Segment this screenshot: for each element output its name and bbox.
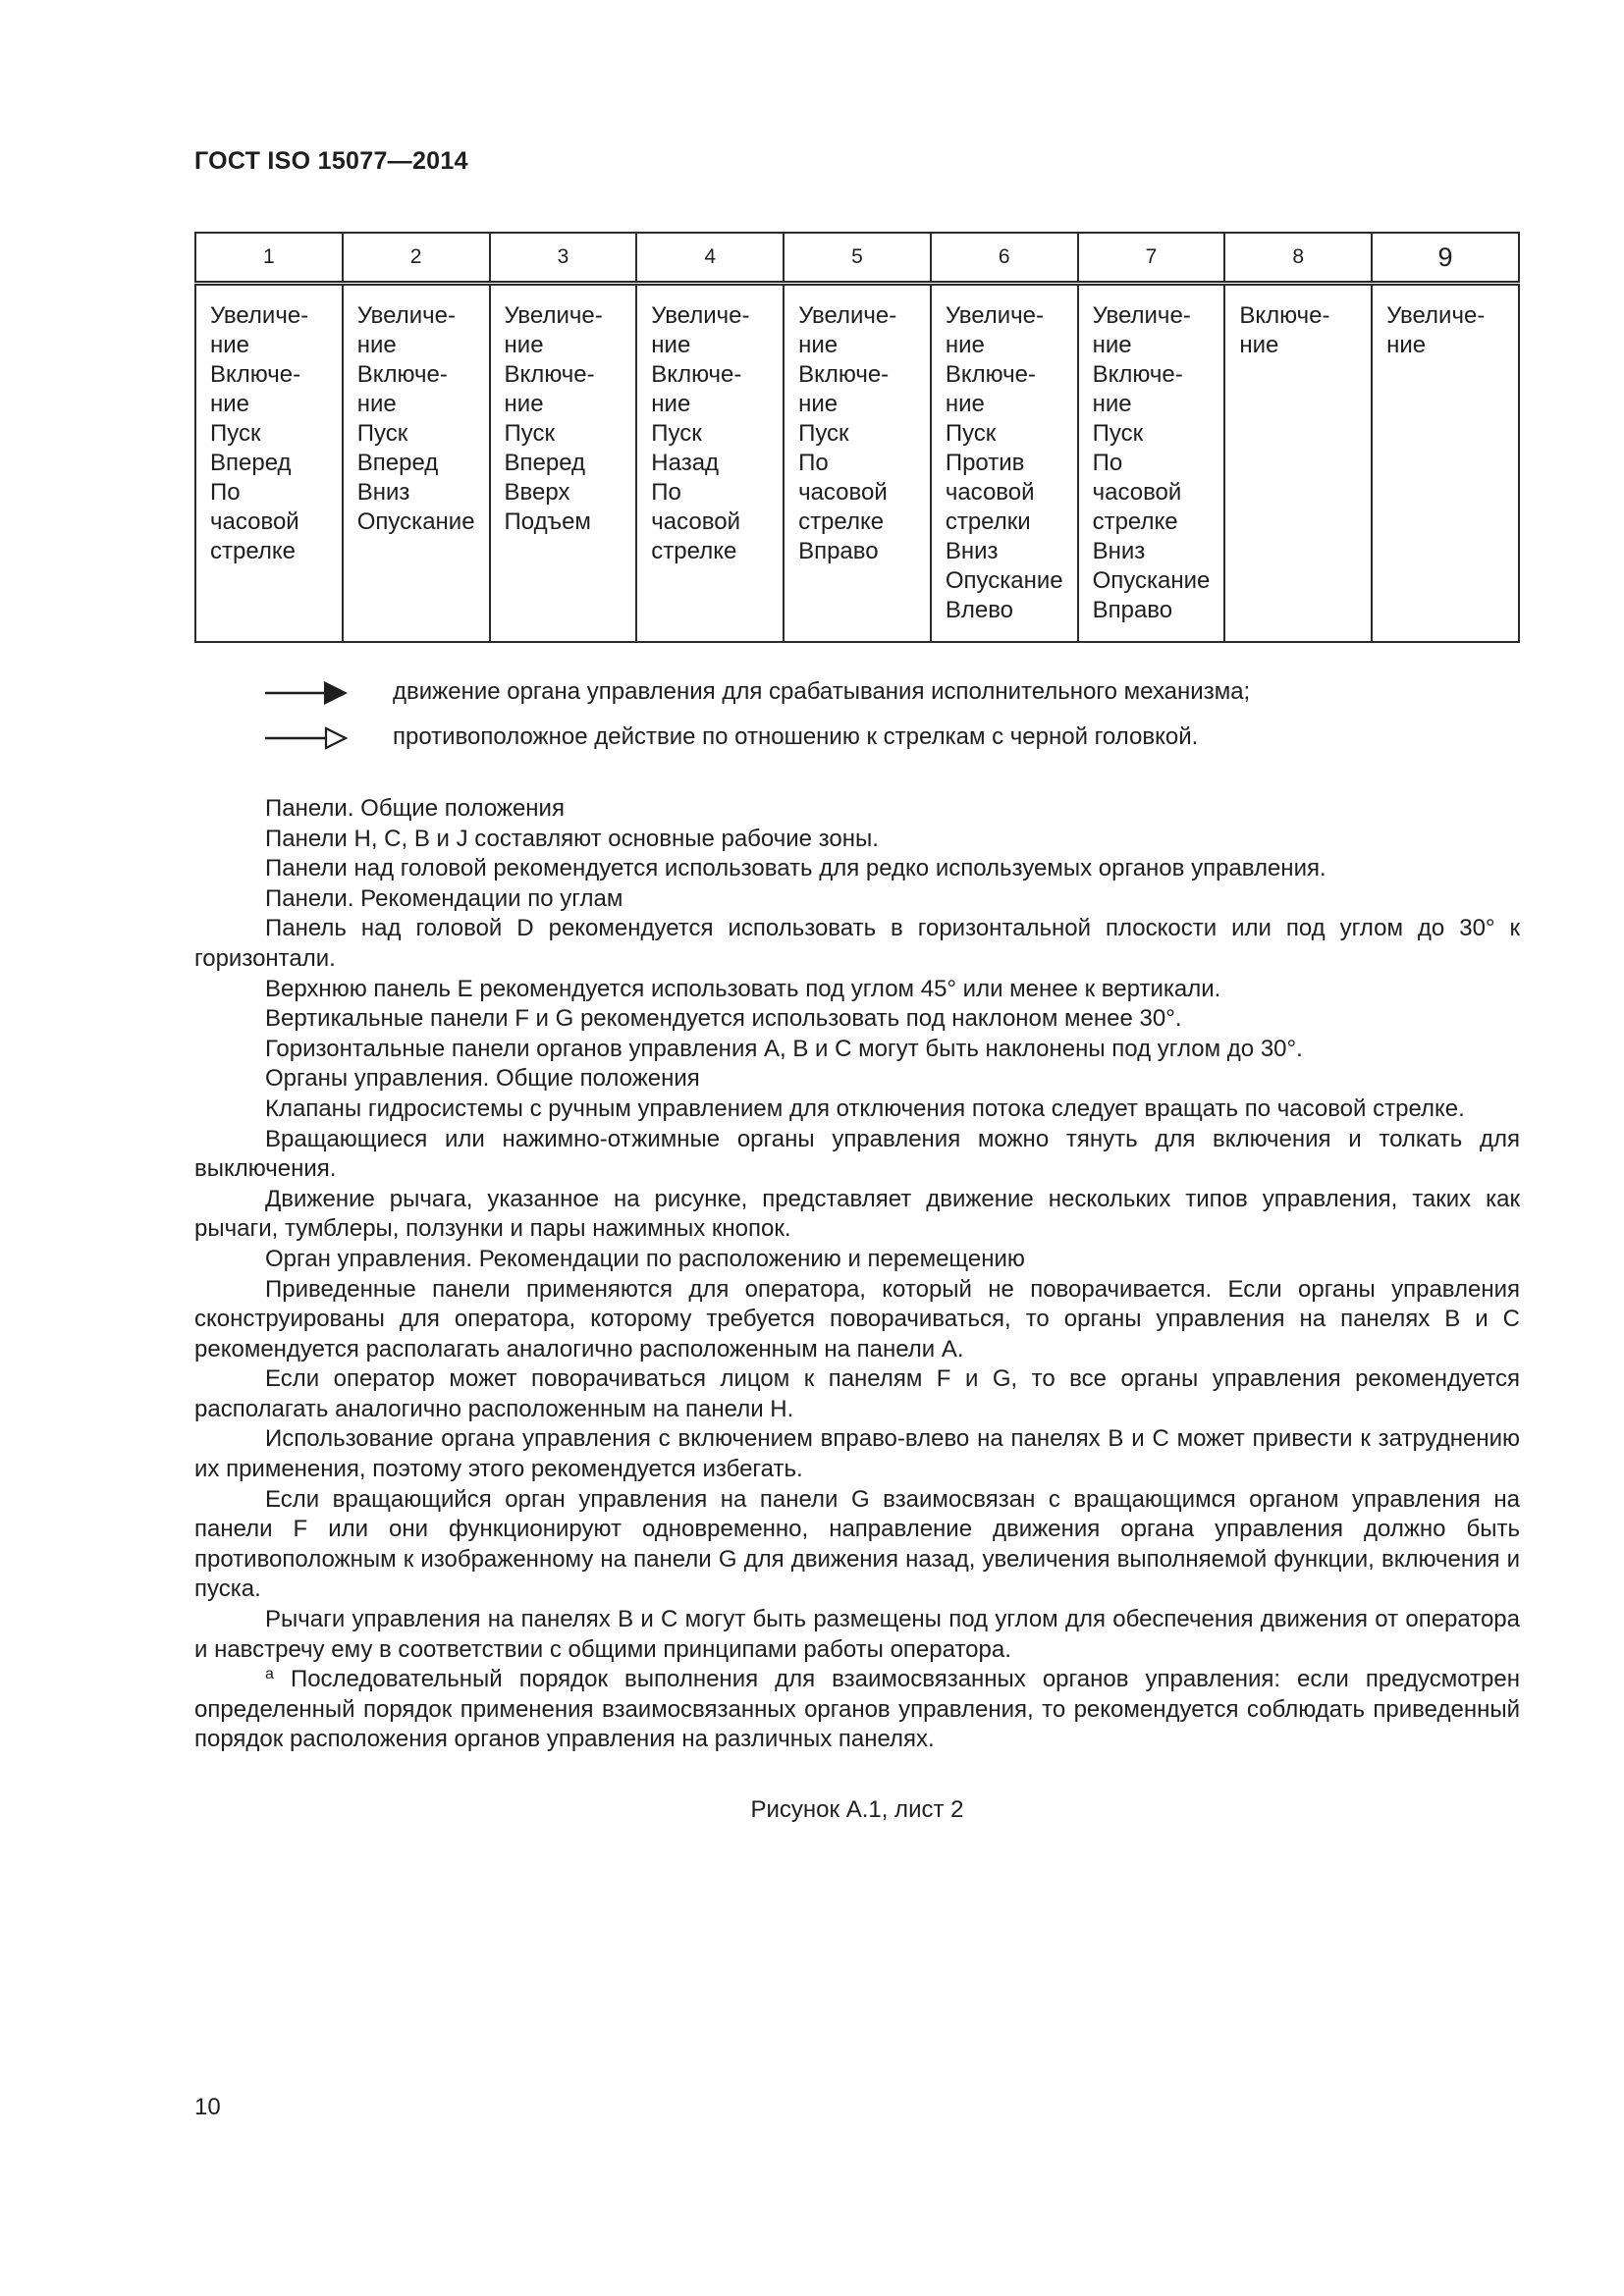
table-cell — [931, 284, 1078, 643]
hollow-arrow-icon — [265, 721, 350, 755]
table-cell — [343, 284, 490, 643]
table-header-row — [195, 233, 1519, 284]
cell-line: часовой — [210, 508, 299, 535]
cell-line: По — [210, 479, 241, 506]
cell-line: Включе- — [1239, 302, 1330, 329]
cell-line: часовой — [651, 508, 740, 535]
cell-line: Вниз — [356, 479, 410, 506]
figure-caption: Рисунок А.1, лист 2 — [750, 1796, 964, 1823]
column-header: 9 — [1372, 233, 1519, 284]
cell-line: Опускание — [945, 567, 1063, 594]
paragraph: Горизонтальные панели органов управления A, B и C могут быть наклонены под углом до 30°. — [265, 1035, 1303, 1062]
filled-arrow-icon — [265, 676, 350, 710]
cell-line: Опускание — [356, 508, 475, 535]
cell-line: Увеличе- — [356, 302, 456, 329]
cell-line: ние — [1092, 391, 1132, 417]
paragraph: Если оператор может поворачиваться лицом к панелям F и G, то все органы управления рекомендуется располагать аналогично расположенным на панели H. — [194, 1365, 1520, 1422]
paragraph: Рычаги управления на панелях B и C могут быть размещены под углом для обеспечения движения от оператора и навстречу ему в соответствии с общими принципами работы оператора. — [194, 1606, 1520, 1663]
table-row — [195, 284, 1519, 643]
cell-line: Включе- — [798, 361, 890, 388]
table-cell — [784, 284, 931, 643]
cell-line: стрелке — [798, 508, 885, 535]
table-cell — [195, 284, 343, 643]
cell-line: ние — [798, 332, 839, 358]
paragraph: Верхнюю панель E рекомендуется использовать под углом 45° или менее к вертикали. — [265, 975, 1221, 1002]
paragraph: Вращающиеся или нажимно-отжимные органы управления можно тянуть для включения и толкать для выключения. — [194, 1125, 1520, 1183]
cell-line: Вперед — [356, 450, 439, 476]
paragraph: Панель над головой D рекомендуется использовать в горизонтальной плоскости или под углом до 30° к горизонтали. — [194, 915, 1520, 972]
paragraph: Использование органа управления с включением вправо-влево на панелях B и C может привести к затруднению их применения, поэтому этого рекомендуется избегать. — [194, 1425, 1520, 1483]
body-text — [194, 794, 1520, 1755]
cell-line: стрелке — [1092, 508, 1178, 535]
cell-line: По — [651, 479, 681, 506]
cell-line: часовой — [798, 479, 888, 506]
cell-line: Включе- — [651, 361, 742, 388]
column-header: 3 — [490, 233, 637, 284]
cell-line: Включе- — [945, 361, 1036, 388]
footnote-text: Последовательный порядок выполнения для взаимосвязанных органов управления: если предусмотрен определенный порядок применения взаимосвязанных органов управления, то рекомендуется соблюдать приведенный порядок расположения органов управления на различных панелях. — [194, 1666, 1520, 1753]
paragraph: Приведенные панели применяются для оператора, который не поворачивается. Если органы управления сконструированы для оператора, которому требуется поворачиваться, то органы управления на панелях B и C рекомендуется располагать аналогично расположенным на панели A. — [194, 1275, 1520, 1362]
cell-line: Увеличе- — [945, 302, 1045, 329]
cell-line: Вправо — [1092, 597, 1173, 623]
column-header: 7 — [1078, 233, 1225, 284]
cell-line: ние — [210, 391, 250, 417]
paragraph: Панели над головой рекомендуется использовать для редко используемых органов управления. — [265, 855, 1326, 882]
document-header: ГОСТ ISO 15077—2014 — [194, 147, 468, 175]
column-header: 6 — [931, 233, 1078, 284]
cell-line: Пуск — [210, 420, 261, 447]
paragraph: Органы управления. Общие положения — [265, 1065, 700, 1093]
movement-table — [194, 232, 1520, 643]
paragraph: Движение рычага, указанное на рисунке, представляет движение нескольких типов управления, таких как рычаги, тумблеры, ползунки и пары нажимных кнопок. — [194, 1185, 1520, 1243]
cell-line: Влево — [945, 597, 1014, 623]
cell-line: ние — [1239, 332, 1279, 358]
cell-line: Вправо — [798, 538, 879, 564]
column-header: 2 — [343, 233, 490, 284]
legend-item-hollow — [265, 720, 1345, 759]
footnote — [194, 1665, 1520, 1755]
cell-line: По — [1092, 450, 1123, 476]
paragraph: Если вращающийся орган управления на панели G взаимосвязан с вращающимся органом управления на панели F или они функционируют одновременно, направление движения органа управления должно быть противоположным к изображенному на панели G для движения назад, увеличения выполняемой функции, включения и пуска. — [194, 1485, 1520, 1603]
cell-line: Опускание — [1092, 567, 1211, 594]
cell-line: ние — [651, 391, 691, 417]
cell-line: ние — [945, 391, 985, 417]
cell-line: Пуск — [1092, 420, 1144, 447]
paragraph: Вертикальные панели F и G рекомендуется использовать под наклоном менее 30°. — [265, 1005, 1182, 1033]
column-header: 4 — [636, 233, 784, 284]
cell-line: Вниз — [945, 538, 999, 564]
cell-line: Пуск — [798, 420, 849, 447]
cell-line: Пуск — [945, 420, 997, 447]
cell-line: часовой — [1092, 479, 1182, 506]
paragraph: Панели. Общие положения — [265, 795, 565, 822]
footnote-marker: a — [265, 1666, 274, 1683]
cell-line: Вперед — [504, 450, 586, 476]
cell-line: стрелке — [651, 538, 737, 564]
cell-line: Включе- — [210, 361, 301, 388]
cell-line: ние — [356, 391, 397, 417]
cell-line: Пуск — [356, 420, 408, 447]
cell-line: стрелки — [945, 508, 1031, 535]
legend-item-filled — [265, 674, 1345, 714]
cell-line: Подъем — [504, 508, 591, 535]
cell-line: Включе- — [504, 361, 595, 388]
cell-line: Увеличе- — [1092, 302, 1191, 329]
cell-line: Увеличе- — [210, 302, 309, 329]
cell-line: Увеличе- — [798, 302, 897, 329]
cell-line: Увеличе- — [1386, 302, 1486, 329]
table-cell — [1078, 284, 1225, 643]
cell-line: Включе- — [1092, 361, 1183, 388]
cell-line: Пуск — [651, 420, 702, 447]
cell-line: ние — [945, 332, 985, 358]
legend-text: противоположное действие по отношению к стрелкам с черной головкой. — [393, 723, 1199, 750]
cell-line: ние — [798, 391, 839, 417]
paragraph: Панели. Рекомендации по углам — [265, 884, 623, 912]
cell-line: ние — [210, 332, 250, 358]
table-cell — [490, 284, 637, 643]
cell-line: Увеличе- — [651, 302, 750, 329]
column-header: 5 — [784, 233, 931, 284]
cell-line: ние — [1092, 332, 1132, 358]
table-cell — [1372, 284, 1519, 643]
cell-line: ние — [651, 332, 691, 358]
cell-line: Вниз — [1092, 538, 1146, 564]
cell-line: Назад — [651, 450, 720, 476]
cell-line: ние — [356, 332, 397, 358]
cell-line: ние — [504, 332, 544, 358]
table-cell — [1224, 284, 1372, 643]
table-cell — [636, 284, 784, 643]
cell-line: Против — [945, 450, 1025, 476]
column-header: 8 — [1224, 233, 1372, 284]
cell-line: Вверх — [504, 479, 570, 506]
cell-line: По — [798, 450, 829, 476]
paragraph: Орган управления. Рекомендации по расположению и перемещению — [265, 1245, 1025, 1272]
column-header: 1 — [195, 233, 343, 284]
legend-text: движение органа управления для срабатывания исполнительного механизма; — [393, 678, 1251, 705]
cell-line: Вперед — [210, 450, 292, 476]
cell-line: стрелке — [210, 538, 297, 564]
cell-line: Пуск — [504, 420, 556, 447]
cell-line: часовой — [945, 479, 1035, 506]
page-number: 10 — [194, 2094, 221, 2120]
cell-line: ние — [1386, 332, 1427, 358]
cell-line: Включе- — [356, 361, 448, 388]
paragraph: Панели H, C, B и J составляют основные рабочие зоны. — [265, 825, 879, 852]
cell-line: ние — [504, 391, 544, 417]
cell-line: Увеличе- — [504, 302, 603, 329]
paragraph: Клапаны гидросистемы с ручным управлением для отключения потока следует вращать по часовой стрелке. — [265, 1095, 1465, 1122]
